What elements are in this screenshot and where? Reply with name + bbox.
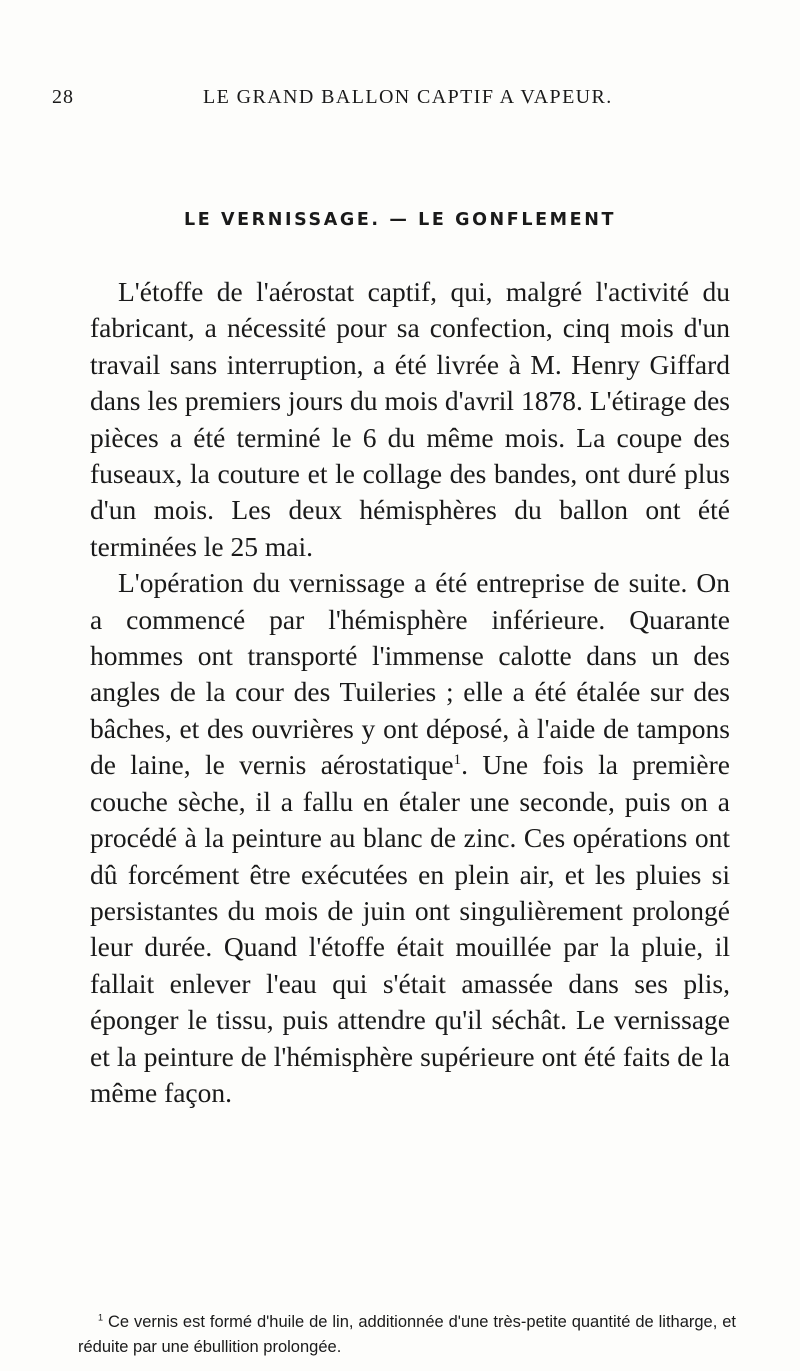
page-number: 28 bbox=[52, 86, 74, 108]
body-text bbox=[90, 274, 730, 1111]
footnote-text: Ce vernis est formé d'huile de lin, additionnée d'une très-petite quantité de litharge, et réduite par une ébullition prolongée. bbox=[78, 1313, 736, 1356]
footnote-reference: 1 bbox=[453, 752, 462, 769]
paragraph-text: L'opération du vernissage a été entreprise de suite. On a commencé par l'hémisphère inférieure. Quarante hommes ont transporté l'immense calotte dans un des angles de la cour des Tuileries ; elle a été étalée sur des bâches, et des ouvrières y ont déposé, à l'aide de tampons de laine, le vernis aérostatique bbox=[90, 567, 730, 781]
paragraph-text: L'étoffe de l'aérostat captif, qui, malgré l'activité du fabricant, a nécessité pour sa confection, cinq mois d'un travail sans interruption, a été livrée à M. Henry Giffard dans les premiers jours du mois d'avril 1878. L'étirage des pièces a été terminé le 6 du même mois. La coupe des fuseaux, la couture et le collage des bandes, ont duré plus d'un mois. Les deux hémisphères du ballon ont été terminées le 25 mai. bbox=[90, 276, 730, 562]
footnote bbox=[78, 1310, 736, 1360]
paragraph-text: . Une fois la première couche sèche, il a fallu en étaler une seconde, puis on a procédé à la peinture au blanc de zinc. Ces opérations ont dû forcément être exécutées en plein air, et les pluies si persistantes du mois de juin ont singulièrement prolongé leur durée. Quand l'étoffe était mouillée par la pluie, il fallait enlever l'eau qui s'était amassée dans ses plis, éponger le tissu, puis attendre qu'il séchât. Le vernissage et la peinture de l'hémisphère supérieure ont été faits de la même façon. bbox=[90, 749, 730, 1108]
footnote-paragraph bbox=[78, 1310, 736, 1360]
paragraph bbox=[90, 274, 730, 565]
running-head bbox=[0, 86, 800, 116]
section-title: LE VERNISSAGE. — LE GONFLEMENT bbox=[183, 210, 617, 230]
paragraph bbox=[90, 565, 730, 1111]
running-title: LE GRAND BALLON CAPTIF A VAPEUR. bbox=[203, 86, 613, 108]
footnote-marker: 1 bbox=[98, 1312, 104, 1323]
